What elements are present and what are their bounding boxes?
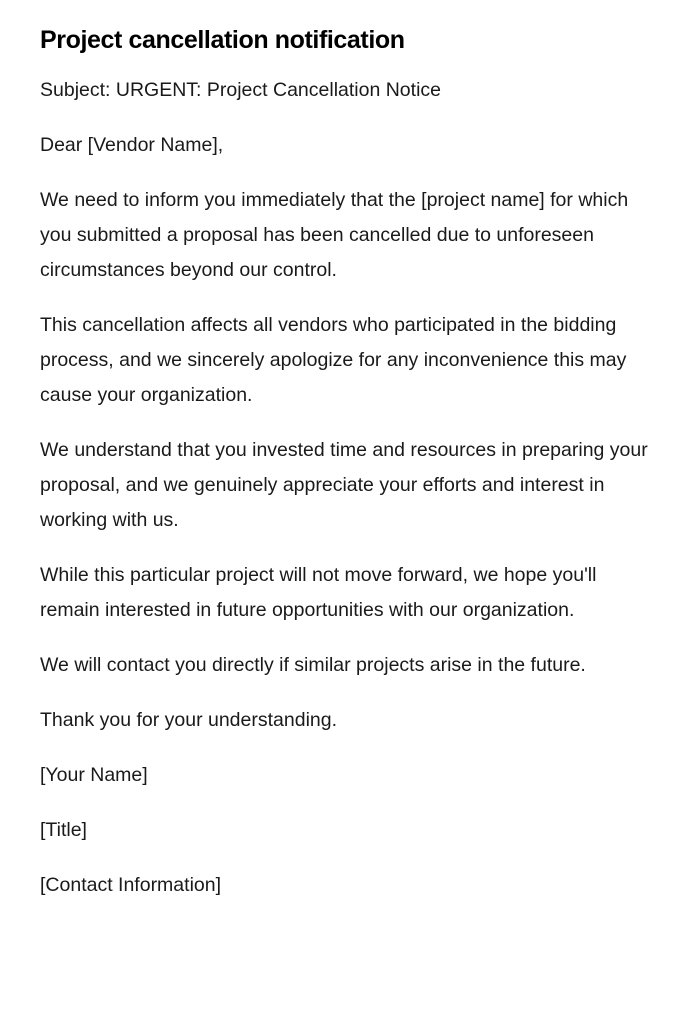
body-paragraph-4: While this particular project will not move forward, we hope you'll remain interested in future opportunities with our organization. [40, 564, 597, 621]
subject-line: Subject: URGENT: Project Cancellation Notice [40, 79, 441, 101]
greeting: Dear [Vendor Name], [40, 134, 224, 156]
document-title: Project cancellation notification [40, 26, 405, 54]
body-paragraph-5: We will contact you directly if similar projects arise in the future. [40, 654, 586, 676]
body-paragraph-3: We understand that you invested time and resources in preparing your proposal, and we genuinely appreciate your efforts and interest in working with us. [40, 439, 648, 531]
body-paragraph-1: We need to inform you immediately that the [project name] for which you submitted a proposal has been cancelled due to unforeseen circumstances beyond our control. [40, 189, 629, 281]
body-paragraph-2: This cancellation affects all vendors who participated in the bidding process, and we sincerely apologize for any inconvenience this may cause your organization. [40, 314, 627, 406]
signature-title: [Title] [40, 819, 87, 841]
closing-line: Thank you for your understanding. [40, 709, 338, 731]
signature-name: [Your Name] [40, 764, 148, 786]
signature-contact: [Contact Information] [40, 874, 222, 896]
